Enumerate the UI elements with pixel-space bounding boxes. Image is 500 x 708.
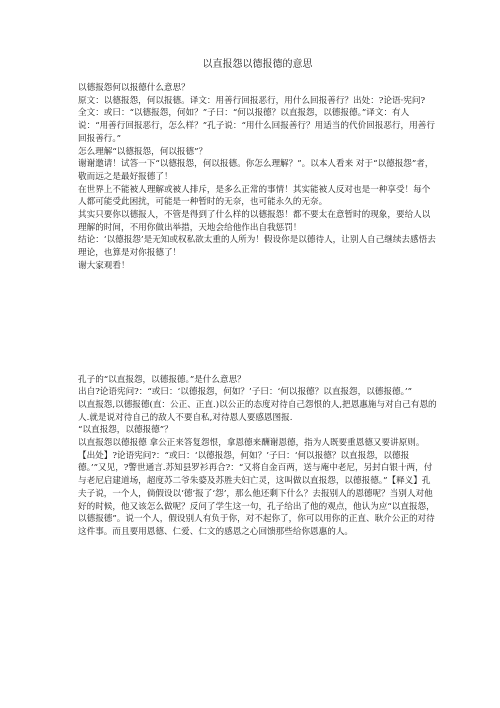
paragraph: 出自?论语宪问?：“或曰：‘以德报怨，何如？’子曰：‘何以报德？以直报怨，以德报德。’” — [78, 387, 413, 398]
section-1 — [78, 82, 437, 273]
paragraph: 全文：或曰：“以德报怨，何如？”子曰：“何以报德？以直报怨，以德报德。”译文：有人说：“用善行回报恶行，怎么样？”孔子说：“用什么回报善行？用适当的代价回报恶行，用善行回报善行。” — [78, 108, 435, 144]
paragraph: 谢谢邀请！试答一下“以德报怨，何以报德。你怎么理解？”。以本人看来 对于“以德报怨”者，敬而远之是最好报德了！ — [78, 159, 434, 182]
paragraph: 怎么理解“以德报怨，何以报德”？ — [78, 146, 208, 157]
paragraph: 孔子的“以直报怨，以德报德。”是什么意思？ — [78, 374, 246, 385]
paragraph: 以直报怨,以德报德(直：公正、正直.)以公正的态度对待自己怨恨的人,把恩惠施与对自己有恩的人.就是说对待自己的敌人不要自私,对待恩人要感恩图报. — [78, 399, 437, 423]
paragraph: 谢大家观看！ — [78, 260, 130, 271]
paragraph: “以直报怨，以德报德”？ — [78, 425, 173, 436]
document-title: 以直报怨以德报德的意思 — [202, 59, 313, 70]
paragraph: 在世界上不能被人理解或被人排斥，是多么正常的事情！其实能被人反对也是一种享受！每个人都可能受此困扰，可能是一种暂时的无奈，也可能永久的无奈。 — [78, 184, 431, 208]
paragraph: 其实只要你以德报人，不管是得到了什么样的以德报怨！都不要太在意暂时的现象，要给人以理解的时间，不用你做出举措，天地会给他作出自我惩罚！ — [78, 210, 431, 233]
paragraph: 原文：以德报怨，何以报德。译文：用善行回报恶行，用什么回报善行？出处：?论语·宪问? — [78, 95, 426, 106]
paragraph: 以德报怨何以报德什么意思？ — [78, 83, 190, 93]
paragraph: 结论：‘以德报怨’是无知或权私欲太重的人所为！假设你是以德待人，让别人自己继续去感悟去理论，也算是对你报德了！ — [78, 235, 436, 259]
paragraph: 以直报怨以德报德 拿公正来答复怨恨，拿恩德来酬谢恩德，指为人既要重恩德又要讲原则。【出处】?论语宪问?：“或曰：‘以德报怨，何如？’子曰：‘何以报德？以直报怨，以德报德。’”又见，?警世通言.苏知县罗衫再合?：“又将自金百两，送与庵中老尼，另封白银十两，付与老尼启建道场，超度苏二爷朱婆及苏胜夫妇亡灵，这叫做以直报怨，以德报德。”【释义】孔夫子说，一个人，倘假设以‘德’报了‘怨’，那么他还剩下什么？去报别人的恩德呢？当别人对他好的时候，他又该怎么做呢？反问了学生这一句，孔子给出了他的观点，他认为应“以直报怨，以德报德”。说一个人，假设别人有负于你，对不起你了，你可以用你的正直、耿介公正的对待这件事。而且要用恩德、仁爱、仁文的感恩之心回馈那些给你恩惠的人。 — [78, 438, 435, 537]
section-2 — [78, 374, 437, 539]
